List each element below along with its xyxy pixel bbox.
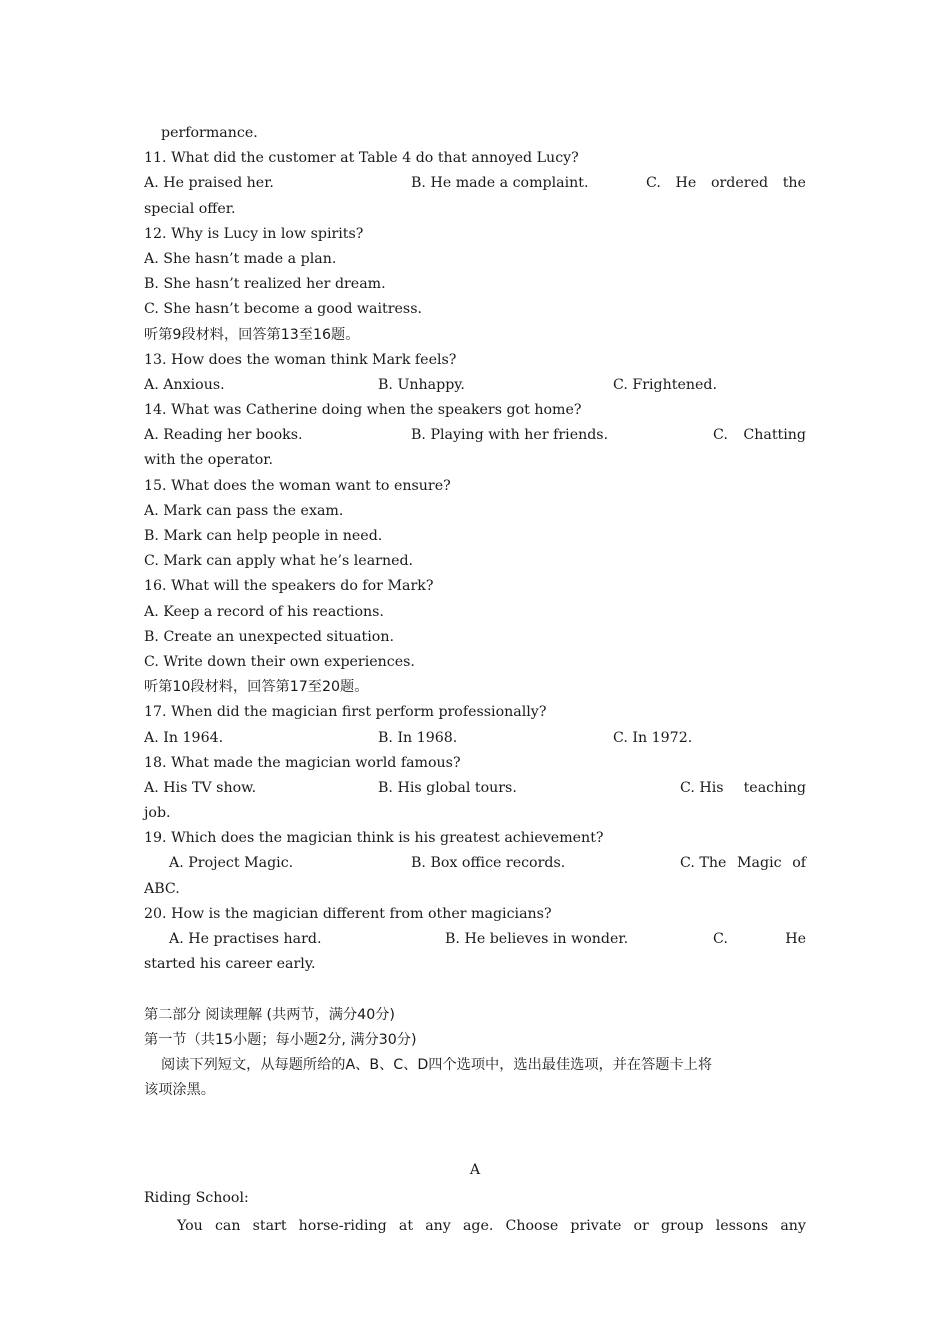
option-a: A. Mark can pass the exam. (144, 502, 344, 519)
section-heading-10: 听第10段材料，回答第17至20题。 (144, 679, 369, 696)
option-c (680, 851, 806, 876)
option-b: B. He made a complaint. (411, 175, 589, 192)
passage-paragraph-line (144, 1214, 806, 1239)
instruction-line: 该项涂黑。 (144, 1082, 215, 1099)
instruction-line: 阅读下列短文，从每题所给的A、B、C、D四个选项中，选出最佳选项，并在答题卡上将 (161, 1056, 713, 1073)
word: Choose (505, 1217, 559, 1234)
option-a: A. Keep a record of his reactions. (144, 603, 384, 620)
passage-label: A (469, 1161, 481, 1178)
part-heading: 第二部分 阅读理解 (共两节，满分40分) (144, 1006, 395, 1023)
word: C. (713, 427, 728, 444)
option-c-continuation: with the operator. (144, 452, 274, 469)
option-b: B. Playing with her friends. (411, 427, 609, 444)
option-b: B. Box office records. (411, 855, 566, 872)
question-18: 18. What made the magician world famous? (144, 754, 461, 771)
word: at (398, 1217, 414, 1234)
option-c (680, 776, 806, 801)
option-c-continuation: special offer. (144, 200, 236, 217)
option-a: A. His TV show. (144, 779, 257, 796)
word: group (660, 1217, 704, 1234)
options-row (144, 373, 806, 398)
word: horse-riding (298, 1217, 387, 1234)
word: any (780, 1217, 806, 1234)
option-c-continuation: job. (144, 805, 171, 822)
options-row (144, 726, 806, 751)
word: private (570, 1217, 622, 1234)
option-c: C. Write down their own experiences. (144, 653, 415, 670)
option-c-continuation: started his career early. (144, 956, 316, 973)
option-a: A. Reading her books. (144, 427, 303, 444)
options-row (144, 851, 806, 876)
option-c (713, 423, 806, 448)
question-13: 13. How does the woman think Mark feels? (144, 351, 457, 368)
question-17: 17. When did the magician first perform professionally? (144, 704, 547, 721)
option-b: B. His global tours. (378, 779, 517, 796)
option-b: B. Create an unexpected situation. (144, 628, 394, 645)
word: or (633, 1217, 649, 1234)
word: can (214, 1217, 241, 1234)
word: teaching (743, 779, 806, 796)
options-row (144, 423, 806, 448)
spacer (144, 1132, 806, 1157)
word: He (675, 175, 697, 192)
option-c: C. In 1972. (613, 729, 693, 746)
passage-title: Riding School: (144, 1189, 249, 1206)
question-15: 15. What does the woman want to ensure? (144, 477, 451, 494)
question-16: 16. What will the speakers do for Mark? (144, 578, 434, 595)
word: You (177, 1217, 203, 1234)
word: Chatting (743, 427, 806, 444)
options-row (144, 171, 806, 196)
exam-page (144, 121, 806, 1239)
spacer (144, 1103, 806, 1132)
option-c: C. She hasn’t become a good waitress. (144, 301, 423, 318)
word: Magic (737, 855, 782, 872)
option-a: A. Anxious. (144, 376, 225, 393)
option-b: B. He believes in wonder. (445, 931, 629, 947)
word: C. The (680, 855, 727, 872)
option-c: C. Frightened. (613, 376, 717, 393)
word: of (792, 855, 806, 872)
question-19: 19. Which does the magician think is his greatest achievement? (144, 830, 604, 847)
question-14: 14. What was Catherine doing when the speakers got home? (144, 402, 582, 419)
question-11: 11. What did the customer at Table 4 do that annoyed Lucy? (144, 150, 579, 167)
section-heading-9: 听第9段材料，回答第13至16题。 (144, 326, 360, 343)
options-row (144, 927, 806, 952)
option-a: A. She hasn’t made a plan. (144, 250, 337, 267)
word: the (782, 175, 806, 192)
option-b: B. She hasn’t realized her dream. (144, 276, 386, 293)
text-line: performance. (161, 125, 258, 141)
word: age. (462, 1217, 494, 1234)
section-heading: 第一节（共15小题；每小题2分, 满分30分) (144, 1031, 417, 1048)
word: any (425, 1217, 451, 1234)
option-c (646, 171, 806, 196)
option-c: C. Mark can apply what he’s learned. (144, 553, 414, 570)
word: ordered (710, 175, 769, 192)
option-b: B. Mark can help people in need. (144, 528, 383, 544)
option-b: B. Unhappy. (378, 376, 465, 393)
spacer (144, 977, 806, 1002)
option-b: B. In 1968. (378, 729, 458, 746)
word: He (785, 931, 806, 947)
option-a: A. He praised her. (144, 175, 274, 192)
option-a: A. In 1964. (144, 729, 224, 746)
option-a: A. Project Magic. (169, 855, 294, 872)
word: lessons (715, 1217, 769, 1234)
option-a: A. He practises hard. (169, 931, 322, 947)
question-12: 12. Why is Lucy in low spirits? (144, 225, 364, 242)
word: C. (646, 175, 661, 192)
option-c (713, 927, 806, 952)
option-c-continuation: ABC. (144, 880, 180, 897)
options-row (144, 776, 806, 801)
word: start (252, 1217, 287, 1234)
question-20: 20. How is the magician different from other magicians? (144, 905, 552, 922)
word: C. His (680, 779, 724, 796)
word: C. (713, 931, 728, 947)
